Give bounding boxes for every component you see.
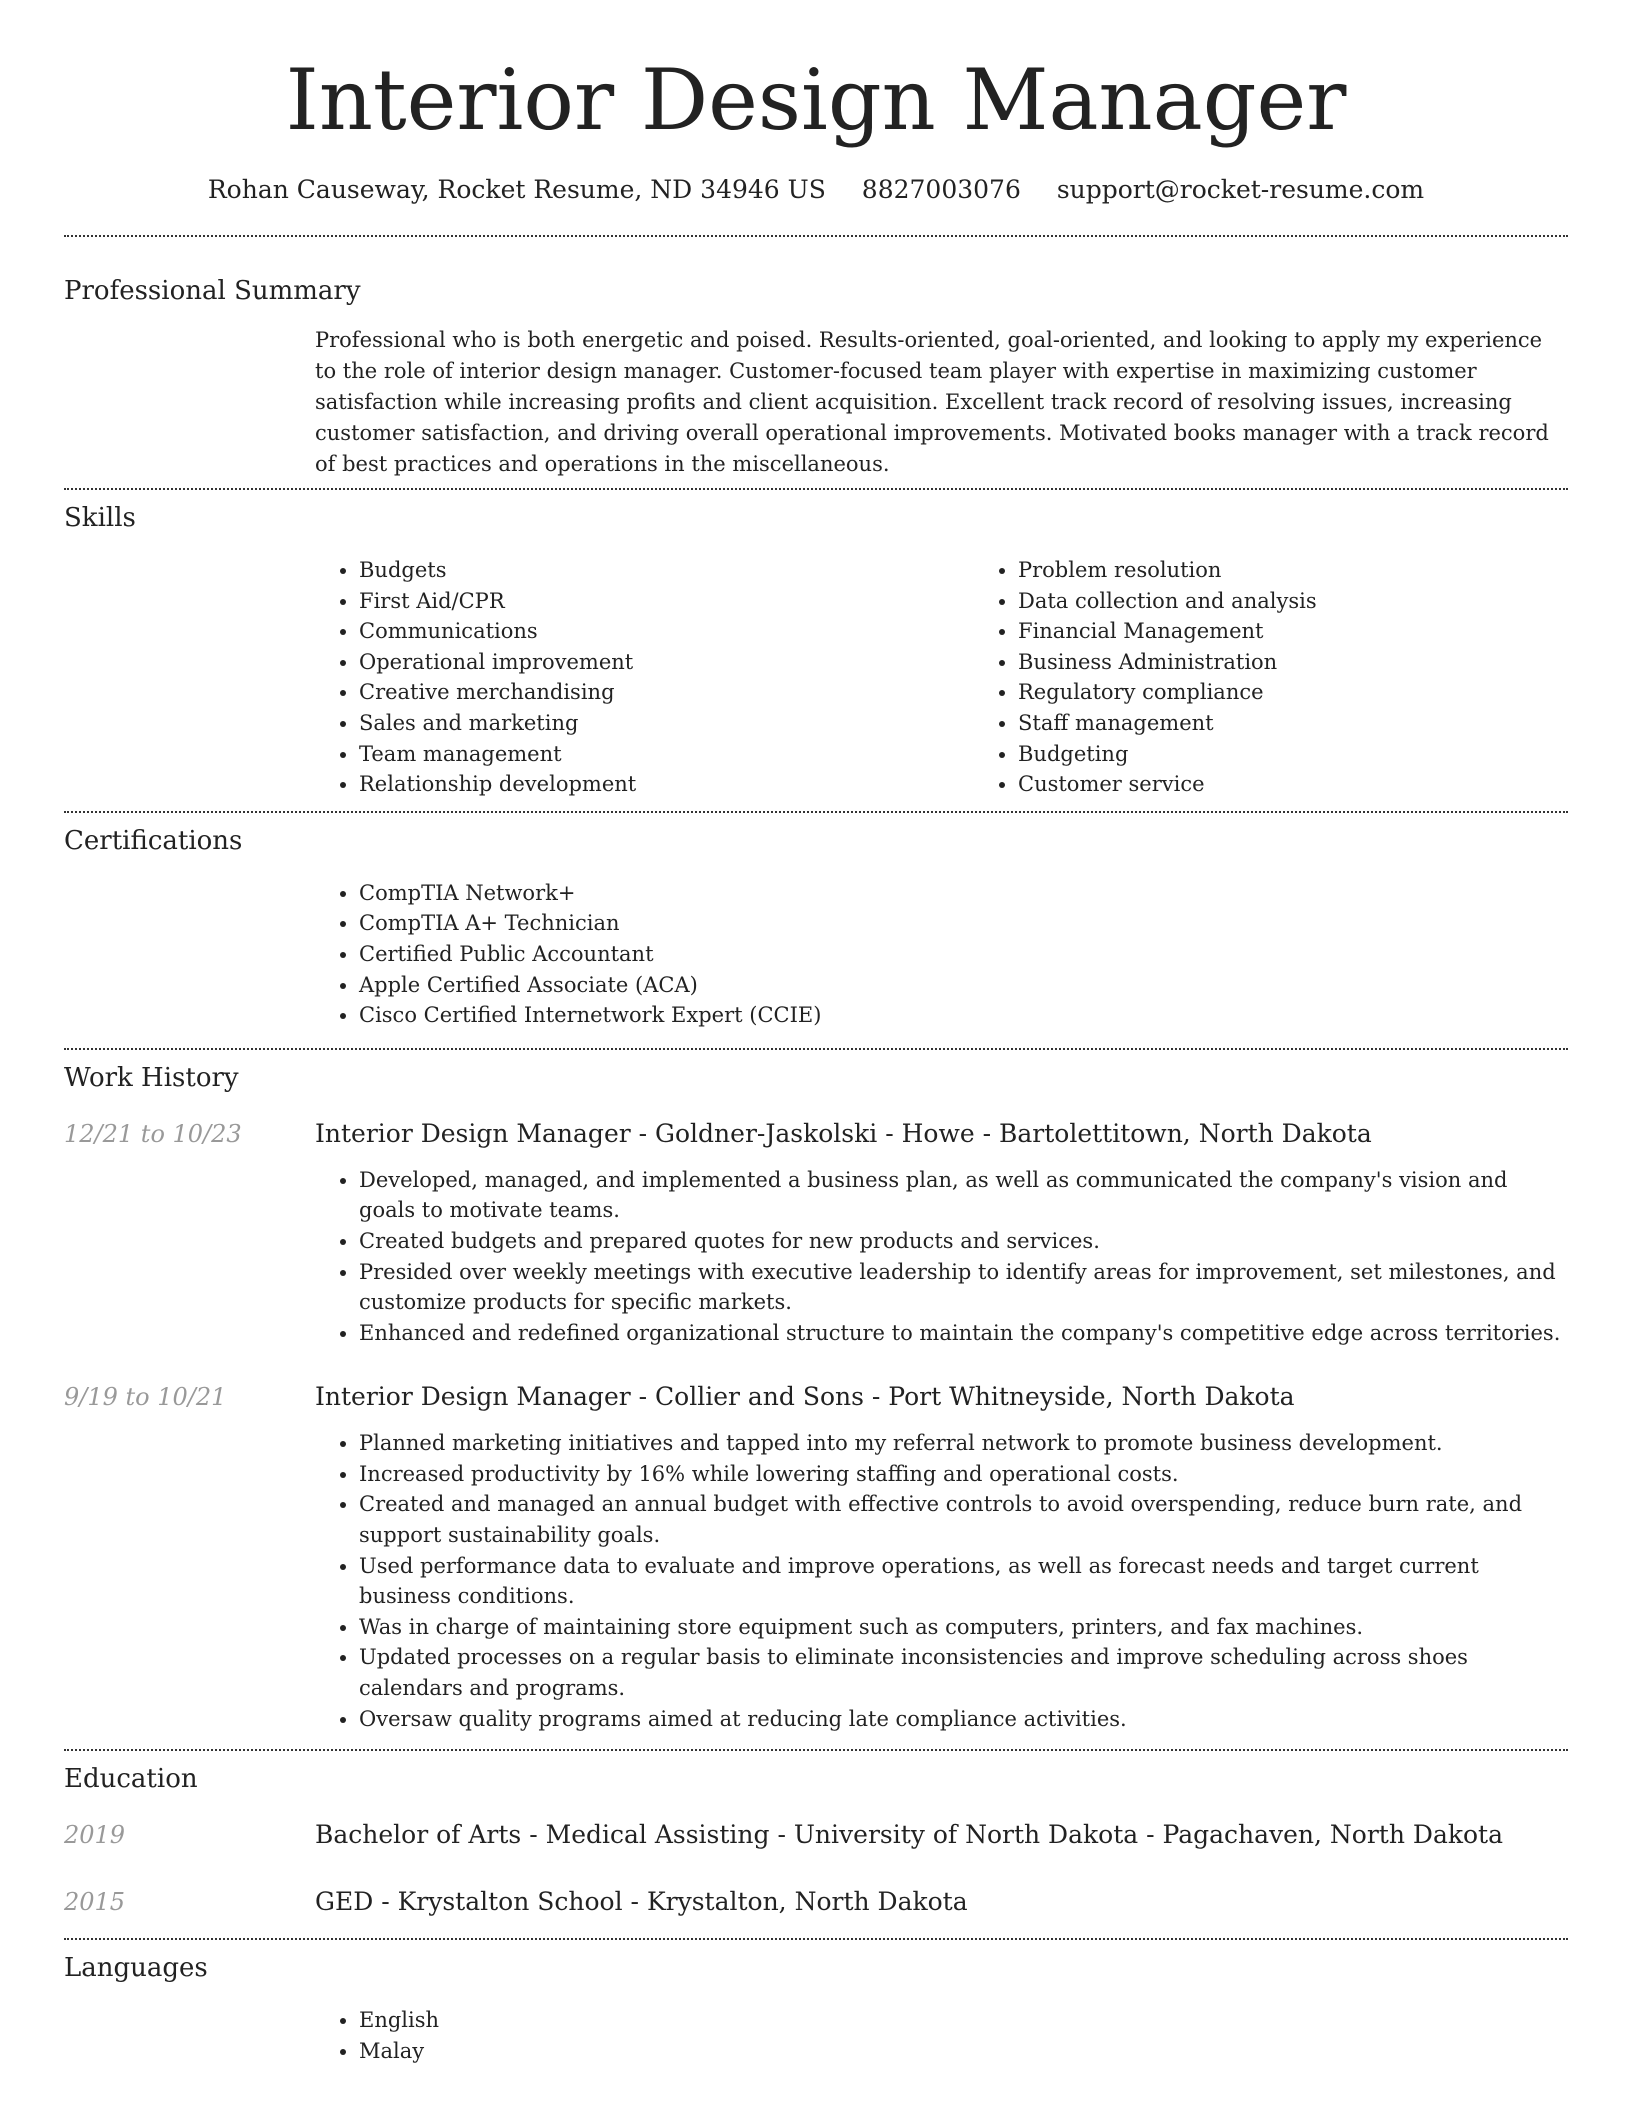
education-title-text: GED - Krystalton School - Krystalton, North Dakota [315,1887,968,1917]
education-year: 2019 [64,1821,126,1850]
skill-item: • Sales and marketing [359,708,974,739]
summary-section [64,325,1568,480]
skills-section [64,555,1568,800]
education-entry [64,1818,1568,1852]
skill-item: • Business Administration [1018,647,1632,678]
job-dates: 12/21 to 10/23 [64,1119,242,1148]
job-bullet: • Was in charge of maintaining store equipment such as computers, printers, and fax machines. [359,1612,1568,1643]
skill-item: • Budgeting [1018,739,1632,770]
language-item: • English [359,2005,1568,2036]
contact-phone: 8827003076 [861,175,1021,204]
job-bullets [315,1165,1568,1349]
job-entry [64,1117,1568,1151]
skill-item: • Staff management [1018,708,1632,739]
skill-item: • Customer service [1018,769,1632,800]
job-bullet: • Updated processes on a regular basis to eliminate inconsistencies and improve scheduling across shoes calendars and programs. [359,1642,1568,1703]
summary-text: Professional who is both energetic and poised. Results-oriented, goal-oriented, and looking to apply my experience to the role of interior design manager. Customer-focused team player with expertise in maximizing customer satisfaction while increasing profits and client acquisition. Excellent track record of resolving issues, increasing customer satisfaction, and driving overall operational improvements. Motivated books manager with a track record of best practices and operations in the miscellaneous. [315,328,1549,476]
education-year: 2015 [64,1888,126,1917]
skills-title: Skills [64,503,136,533]
job-dates: 9/19 to 10/21 [64,1383,227,1412]
resume-page [64,0,1568,2066]
skill-item: • Team management [359,739,974,770]
languages-section [64,2005,1568,2066]
skills-list-right [974,555,1632,800]
skill-item: • Creative merchandising [359,677,974,708]
header-divider [64,235,1568,237]
skill-item: • First Aid/CPR [359,586,974,617]
certifications-list [315,878,1568,1031]
job-bullet: • Developed, managed, and implemented a business plan, as well as communicated the company's vision and goals to motivate teams. [359,1165,1568,1226]
work-divider [64,1749,1568,1751]
certification-item: • Apple Certified Associate (ACA) [359,970,1568,1001]
language-item: • Malay [359,2036,1568,2067]
certification-item: • CompTIA Network+ [359,878,1568,909]
skill-item: • Budgets [359,555,974,586]
skill-item: • Operational improvement [359,647,974,678]
certification-item: • Cisco Certified Internetwork Expert (CCIE) [359,1000,1568,1031]
education-title-text: Bachelor of Arts - Medical Assisting - University of North Dakota - Pagachaven, North Dakota [315,1820,1504,1850]
skills-divider [64,811,1568,813]
job-details [64,1165,1568,1349]
skill-item: • Data collection and analysis [1018,586,1632,617]
work-title: Work History [64,1062,239,1093]
certification-item: • Certified Public Accountant [359,939,1568,970]
job-bullet: • Increased productivity by 16% while lowering staffing and operational costs. [359,1459,1568,1490]
skill-item: • Communications [359,616,974,647]
education-divider [64,1938,1568,1940]
education-title: Education [64,1764,198,1795]
certifications-title: Certifications [64,825,243,856]
contact-address: Rohan Causeway, Rocket Resume, ND 34946 US [207,175,826,204]
certifications-section [64,878,1568,1031]
summary-title: Professional Summary [64,276,361,306]
job-bullet: • Created and managed an annual budget with effective controls to avoid overspending, reduce burn rate, and support sustainability goals. [359,1489,1568,1550]
job-title: Interior Design Manager - Collier and Sons - Port Whitneyside, North Dakota [315,1382,1295,1412]
contact-email: support@rocket-resume.com [1056,175,1425,204]
job-bullet: • Presided over weekly meetings with executive leadership to identify areas for improvement, set milestones, and customize products for specific markets. [359,1257,1568,1318]
skill-item: • Relationship development [359,769,974,800]
languages-title: Languages [64,1953,208,1984]
resume-name: Interior Design Manager [285,51,1347,149]
skills-list-left [315,555,974,800]
languages-list [315,2005,1568,2066]
job-bullet: • Enhanced and redefined organizational structure to maintain the company's competitive edge across territories. [359,1318,1568,1349]
job-bullet: • Oversaw quality programs aimed at reducing late compliance activities. [359,1704,1568,1735]
skill-item: • Regulatory compliance [1018,677,1632,708]
certification-item: • CompTIA A+ Technician [359,908,1568,939]
job-entry [64,1380,1568,1414]
education-entry [64,1885,1568,1919]
contact-line [64,172,1568,208]
job-bullet: • Created budgets and prepared quotes for new products and services. [359,1226,1568,1257]
skill-item: • Financial Management [1018,616,1632,647]
job-details [64,1428,1568,1734]
job-title: Interior Design Manager - Goldner-Jaskolski - Howe - Bartolettitown, North Dakota [315,1118,1372,1148]
skill-item: • Problem resolution [1018,555,1632,586]
job-bullet: • Planned marketing initiatives and tapped into my referral network to promote business development. [359,1428,1568,1459]
certifications-divider [64,1048,1568,1050]
job-bullets [315,1428,1568,1734]
summary-divider [64,488,1568,490]
job-bullet: • Used performance data to evaluate and improve operations, as well as forecast needs and target current business conditions. [359,1551,1568,1612]
